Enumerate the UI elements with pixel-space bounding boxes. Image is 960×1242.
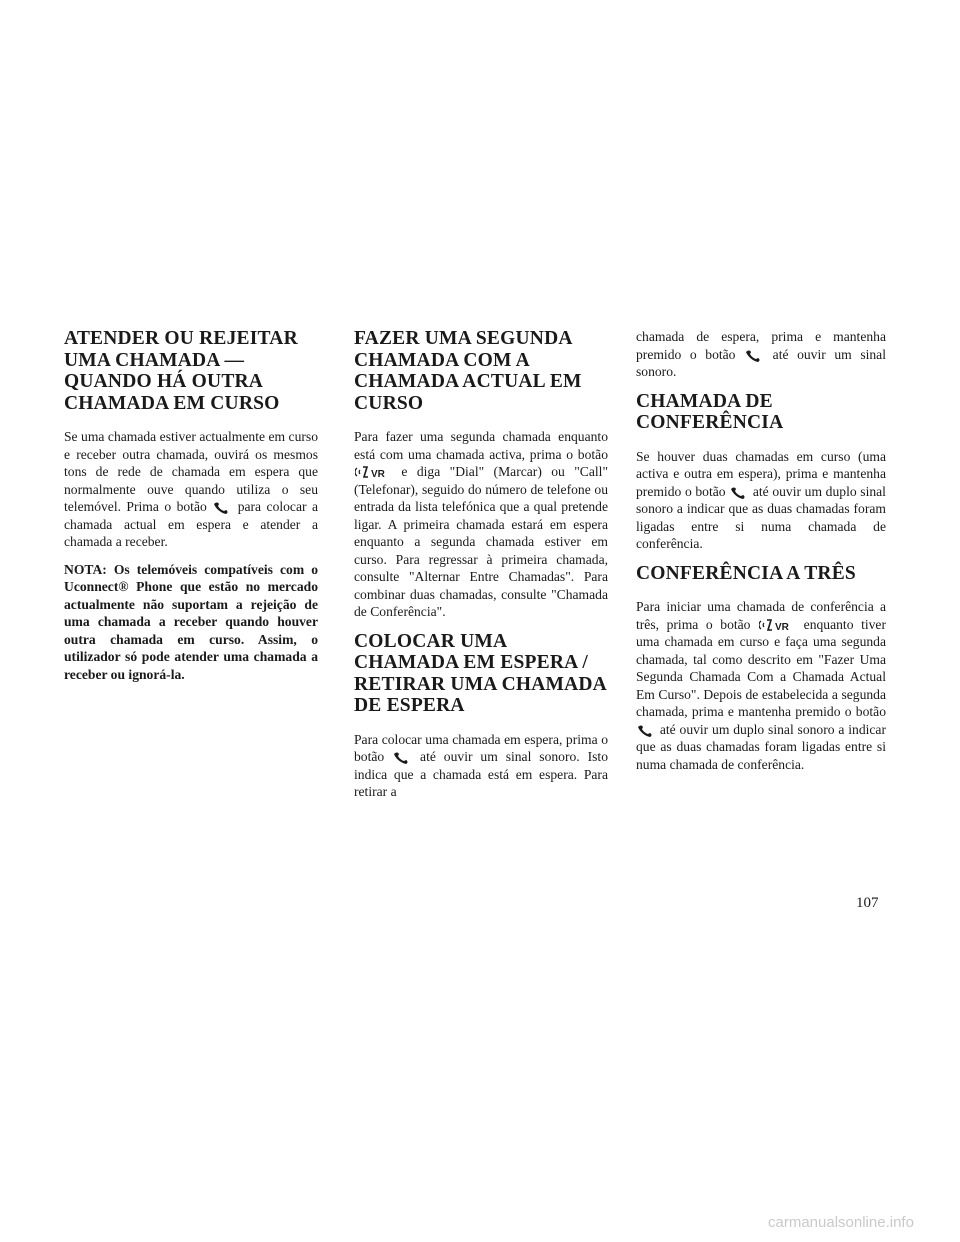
heading-answer-reject: ATENDER OU REJEITAR UMA CHAMADA — QUANDO HÁ OUTRA CHAMADA EM CURSO [64, 328, 298, 414]
phone-icon [213, 502, 231, 514]
phone-icon [730, 487, 748, 499]
text-segment: Se uma chamada estiver actualmente em curso e receber outra chamada, ouvirá os mesmos tons de rede de chamada em espera que normalmente ouve quando utiliza o seu telemóvel. Prima o botão [64, 429, 318, 514]
voice-recognition-icon [759, 618, 795, 632]
text-segment: até ouvir um duplo sinal sonoro a indicar que as duas chamadas foram ligadas entre si numa chamada de conferência. [636, 721, 886, 772]
svg-text:VR: VR [775, 621, 789, 632]
text-segment: e diga "Dial" (Marcar) ou "Call" (Telefonar), seguido do número de telefone ou entrada da lista telefónica que a qual pretende ligar. A primeira chamada estará em espera enquanto a segunda chamada estiver em curso. Para regressar à primeira chamada, consulte "Alternar Entre Chamadas". Para combinar duas chamadas, consulte "Chamada de Conferência". [354, 464, 608, 619]
text-segment: Para colocar uma chamada em espera, prima o botão [354, 731, 608, 764]
text-segment: Para fazer uma segunda chamada enquanto está com uma chamada activa, prima o botão [354, 429, 608, 462]
paragraph-hold-call [354, 731, 608, 801]
svg-text:VR: VR [371, 469, 385, 479]
paragraph-hold-continued [636, 328, 886, 381]
heading-conference-call: CHAMADA DE CONFERÊNCIA [636, 390, 784, 433]
paragraph-second-call [354, 428, 608, 621]
text-segment: chamada de espera, prima e mantenha premido o botão [636, 329, 886, 362]
text-segment: Para iniciar uma chamada de conferência a três, prima o botão [636, 599, 886, 632]
text-segment: para colocar a chamada actual em espera e atender a chamada a receber. [64, 499, 319, 549]
text-segment: enquanto tiver uma chamada em curso e faça uma segunda chamada, tal como descrito em "Fazer Uma Segunda Chamada Com a Chamada Actual Em Curso". Depois de estabelecida a segunda chamada, prima e mantenha premido o botão [636, 616, 886, 719]
column-left [64, 328, 318, 693]
watermark: carmanualsonline.info [768, 1214, 914, 1231]
phone-icon [393, 752, 411, 764]
text-segment: até ouvir um sinal sonoro. [636, 346, 886, 379]
note-paragraph: NOTA: Os telemóveis compatíveis com o Uconnect® Phone que estão no mercado actualmente não suportam a rejeição de uma chamada a receber quando houver outra chamada em curso. Assim, o utilizador só pode atender uma chamada a receber ou ignorá-la. [64, 561, 318, 682]
heading-hold-call: COLOCAR UMA CHAMADA EM ESPERA / RETIRAR UMA CHAMADA DE ESPERA [354, 630, 606, 716]
heading-three-way: CONFERÊNCIA A TRÊS [636, 562, 856, 584]
text-segment: até ouvir um sinal sonoro. Isto indica que a chamada está em espera. Para retirar a [354, 749, 608, 799]
phone-icon [637, 725, 655, 737]
column-middle [354, 328, 608, 811]
paragraph-answer-reject [64, 428, 318, 551]
column-right [636, 328, 886, 783]
text-segment: até ouvir um duplo sinal sonoro a indicar que as duas chamadas foram ligadas entre si numa chamada de conferência. [636, 483, 886, 551]
paragraph-conference-call [636, 448, 886, 553]
voice-recognition-icon [355, 465, 391, 479]
heading-second-call: FAZER UMA SEGUNDA CHAMADA COM A CHAMADA ACTUAL EM CURSO [354, 328, 582, 414]
page-number: 107 [856, 895, 879, 911]
phone-icon [745, 350, 763, 362]
text-segment: Se houver duas chamadas em curso (uma activa e outra em espera), prima e mantenha premido o botão [636, 448, 886, 499]
paragraph-three-way [636, 598, 886, 773]
